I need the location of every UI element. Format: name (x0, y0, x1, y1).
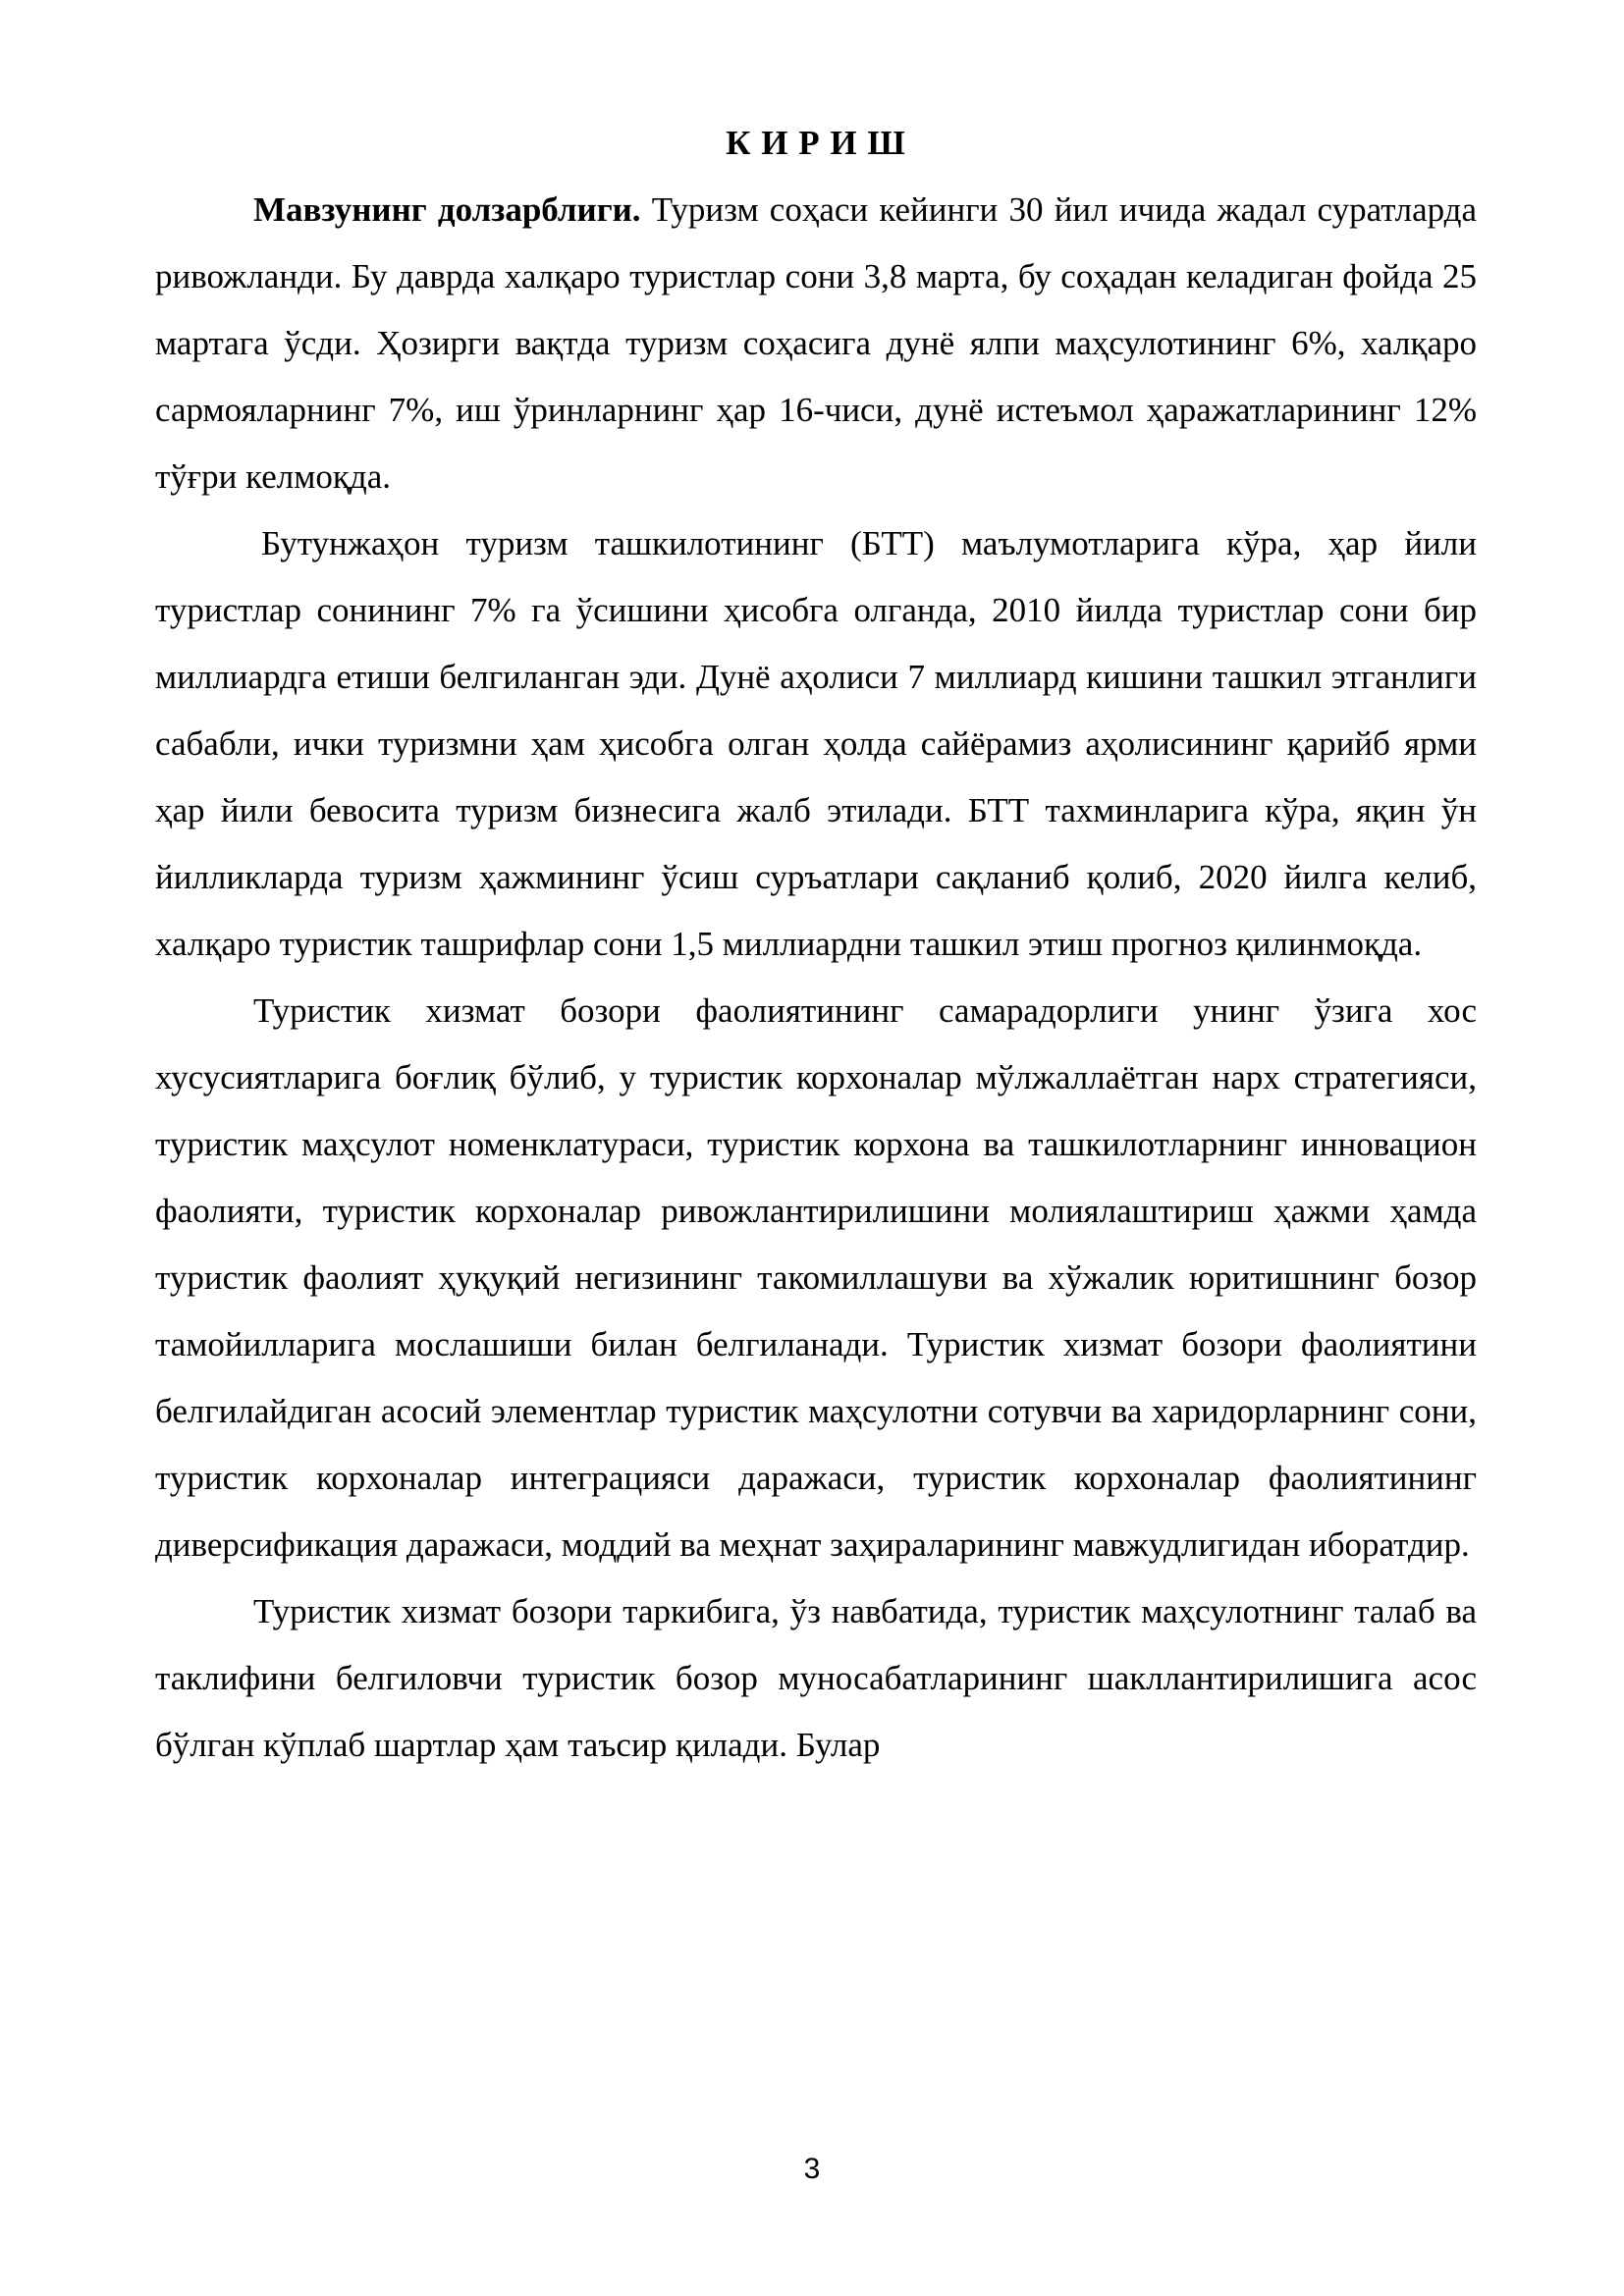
paragraph-lead: Мавзунинг долзарблиги. (253, 190, 641, 229)
paragraph-relevance (155, 177, 1477, 510)
paragraph-market-efficiency: Туристик хизмат бозори фаолиятининг самарадорлиги унинг ўзига хос хусусиятларига боғлиқ бўлиб, у туристик корхоналар мўлжаллаётган нарх стратегияси, туристик маҳсулот номенклатураси, туристик корхона ва ташкилотларнинг инновацион фаолияти, туристик корхоналар ривожлантирилишини молиялаштириш ҳажми ҳамда туристик фаолият ҳуқуқий негизининг такомиллашуви ва хўжалик юритишнинг бозор тамойилларига мослашиши билан белгиланади. Туристик хизмат бозори фаолиятини белгилайдиган асосий элементлар туристик маҳсулотни сотувчи ва харидорларнинг сони, туристик корхоналар интеграцияси даражаси, туристик корхоналар фаолиятининг диверсификация даражаси, моддий ва меҳнат заҳираларининг мавжудлигидан иборатдир. (155, 991, 1477, 1564)
paragraph-text: Туризм соҳаси кейинги 30 йил ичида жадал суратларда ривожланди. Бу даврда халқаро туристлар сони 3,8 марта, бу соҳадан келадиган фойда 25 мартага ўсди. Ҳозирги вақтда туризм соҳасига дунё ялпи маҳсулотининг 6%, халқаро сармояларнинг 7%, иш ўринларнинг ҳар 16-чиси, дунё истеъмол ҳаражатларининг 12% тўғри келмоқда. (155, 190, 1478, 496)
paragraph-wto: Бутунжаҳон туризм ташкилотининг (БТТ) маълумотларига кўра, ҳар йили туристлар сонининг 7% га ўсишини ҳисобга олганда, 2010 йилда туристлар сони бир миллиардга етиши белгиланган эди. Дунё аҳолиси 7 миллиард кишини ташкил этганлиги сабабли, ички туризмни ҳам ҳисобга олган ҳолда сайёрамиз аҳолисининг қарийб ярми ҳар йили бевосита туризм бизнесига жалб этилади. БТТ тахминларига кўра, яқин ўн йилликларда туризм ҳажмининг ўсиш суръатлари сақланиб қолиб, 2020 йилга келиб, халқаро туристик ташрифлар сони 1,5 миллиардни ташкил этиш прогноз қилинмоқда. (155, 524, 1477, 963)
page-number: 3 (803, 2153, 821, 2185)
paragraph-market-structure: Туристик хизмат бозори таркибига, ўз навбатида, туристик маҳсулотнинг талаб ва таклифини белгиловчи туристик бозор муносабатларининг шакллантирилишига асос бўлган кўплаб шартлар ҳам таъсир қилади. Булар (155, 1592, 1477, 1764)
page-title: К И Р И Ш (726, 124, 906, 162)
page-content (155, 110, 1477, 1779)
